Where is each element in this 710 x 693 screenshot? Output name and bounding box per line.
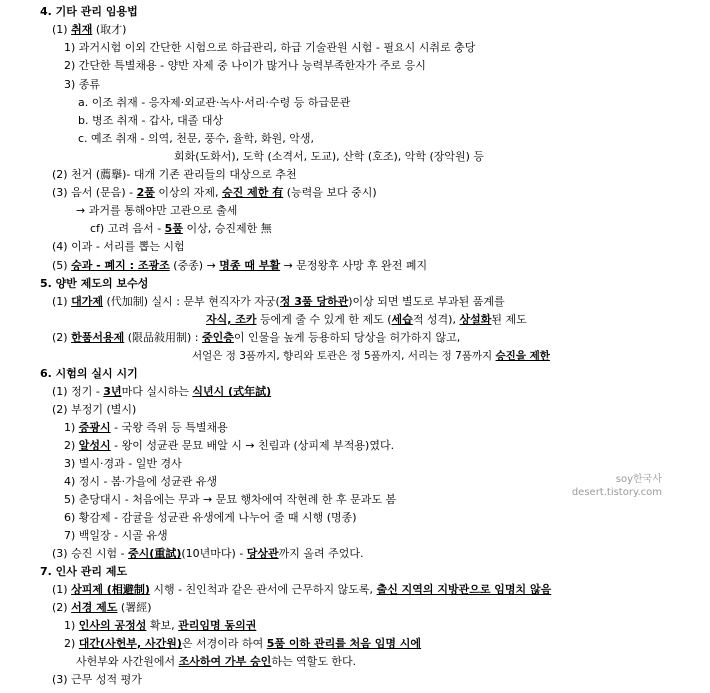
watermark-line-2: desert.tistory.com	[571, 487, 662, 498]
section-4-item-3-note: → 과거를 통해야만 고관으로 출세	[76, 204, 238, 217]
section-6-item-2: (2) 부정기 (별시)	[52, 403, 137, 416]
section-5-title: 5. 양반 제도의 보수성	[40, 277, 149, 290]
section-4-item-1-3: 3) 종류	[64, 78, 101, 91]
section-4-item-1-3-a: a. 이조 취재 - 응자제·외교관·녹사·서리·수령 등 하급문관	[78, 96, 351, 109]
section-6-item-3: (3) 승진 시험 - 중시(重試)(10년마다) - 당상관까지 올려 주었다.	[52, 547, 364, 560]
section-4-item-1-3-c: c. 예조 취재 - 의역, 천문, 풍수, 율학, 화원, 악생,	[78, 132, 314, 145]
section-6-item-2-7: 7) 백일장 - 시골 유생	[64, 529, 168, 542]
section-6-item-2-6: 6) 황감제 - 감귤을 성균관 유생에게 나누어 줄 때 시행 (명종)	[64, 511, 357, 524]
section-7-item-2-2: 2) 대간(사헌부, 사간원)은 서경이라 하여 5품 이하 관리를 처음 임명 시에	[64, 637, 422, 650]
section-4-item-2: (2) 천거 (薦擧)- 대개 기존 관리들의 대상으로 추천	[52, 168, 297, 181]
section-4-item-1-1: 1) 과거시험 이외 간단한 시험으로 하급관리, 하급 기술관원 시험 - 필요시 시취로 충당	[64, 41, 476, 54]
section-6-item-2-2: 2) 알성시 - 왕이 성균관 문묘 배알 시 → 친림과 (상피제 부적용)였다.	[64, 439, 395, 452]
section-7-item-3: (3) 근무 성적 평가	[52, 673, 142, 686]
watermark	[540, 473, 662, 499]
section-7-item-2-2-cont: 사헌부와 사간원에서 조사하여 가부 승인하는 역할도 한다.	[76, 655, 357, 668]
section-7-title: 7. 인사 관리 제도	[40, 565, 128, 578]
section-4-item-4: (4) 이과 - 서리를 뽑는 시험	[52, 240, 185, 253]
section-6-item-1: (1) 정기 - 3년마다 실시하는 식년시 (式年試)	[52, 385, 272, 398]
section-6-item-2-3: 3) 별시·경과 - 일반 경사	[64, 457, 182, 470]
section-4-item-5: (5) 승과 - 폐지 : 조광조 (중종) → 명종 때 부활 → 문정왕후 사망 후 완전 폐지	[52, 259, 428, 272]
section-6-item-2-4: 4) 정시 - 봄·가을에 성균관 유생	[64, 475, 218, 488]
section-5-item-2: (2) 한품서용제 (限品敍用制) : 중인층이 인물을 높게 등용하되 당상을 허가하지 않고,	[52, 331, 461, 344]
section-7-item-1: (1) 상피제 (相避制) 시행 - 친인척과 같은 관서에 근무하지 않도록, 출신 지역의 지방관으로 임명치 않음	[52, 583, 552, 596]
section-4-item-1-2: 2) 간단한 특별채용 - 양반 자제 중 나이가 많거나 능력부족한자가 주로 응시	[64, 59, 426, 72]
section-4-item-3-cf: cf) 고려 음서 - 5품 이상, 승진제한 無	[90, 222, 272, 235]
watermark-line-1: soy한국사	[615, 474, 662, 485]
section-6-item-2-1: 1) 증광시 - 국왕 즉위 등 특별채용	[64, 421, 228, 434]
section-4-item-1-3-c-cont: 회화(도화서), 도학 (소격서, 도교), 산학 (호조), 악학 (장악원) 등	[174, 150, 485, 163]
section-5-item-2-cont: 서얼은 정 3품까지, 향리와 토관은 정 5품까지, 서리는 정 7품까지 승진을 제한	[192, 350, 550, 362]
section-6-item-2-5: 5) 춘당대시 - 처음에는 무과 → 문묘 행차에여 작현례 한 후 문과도 봄	[64, 493, 397, 506]
section-4-title: 4. 기타 관리 임용법	[40, 5, 138, 18]
section-7-item-2: (2) 서경 제도 (署經)	[52, 601, 152, 614]
section-4-item-3: (3) 음서 (문음) - 2품 이상의 자제, 승진 제한 有 (능력을 보다 중시)	[52, 186, 377, 199]
section-5-item-1: (1) 대가제 (代加制) 실시 : 문부 현직자가 자궁(정 3품 당하관)이상 되면 별도로 부과된 품계를	[52, 295, 505, 308]
section-5-item-1-cont: 자식, 조카 등에게 줄 수 있게 한 제도 (세습적 성격), 상설화된 제도	[206, 313, 527, 326]
section-4-item-1: (1) 취재 (取才)	[52, 23, 127, 36]
section-4-item-1-3-b: b. 병조 취재 - 갑사, 대졸 대상	[78, 114, 224, 127]
section-7-item-2-1: 1) 인사의 공정성 확보, 관리임명 동의권	[64, 619, 257, 632]
section-6-title: 6. 시험의 실시 시기	[40, 367, 138, 380]
